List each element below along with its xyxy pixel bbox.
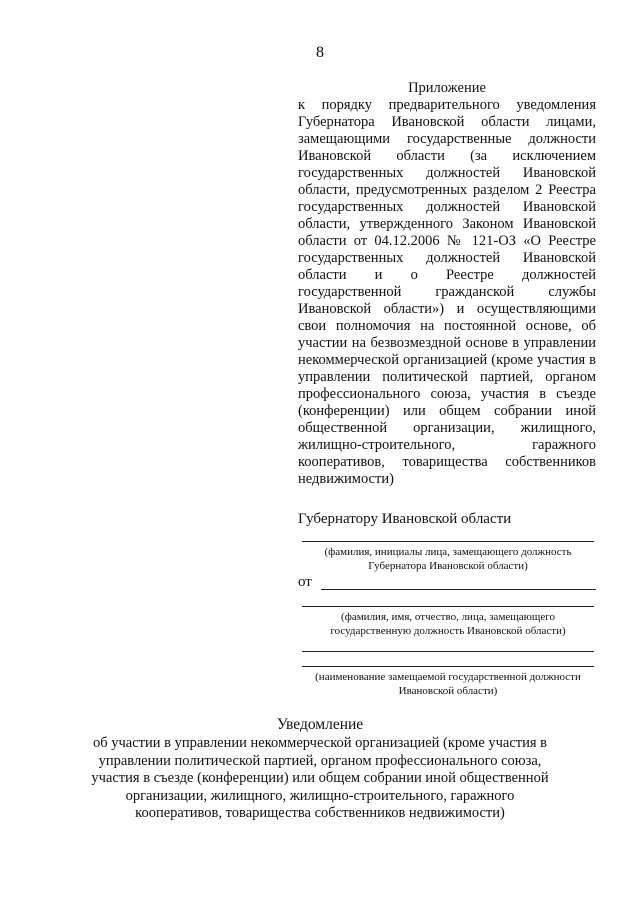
person-name-line xyxy=(302,606,594,607)
position-line-2 xyxy=(302,666,594,667)
from-name-line xyxy=(321,589,596,590)
appendix-text: к порядку предварительного уведомления Губернатора Ивановской области лицами, замещающими государственные должности Ивановской области (за исключением государственных должностей Ивановской области, предусмотренных разделом 2 Реестра государственных должностей Ивановской области, утвержденного Законом Ивановской области от 04.12.2006 № 121-ОЗ «О Реестре государственных должностей Ивановской области и о Реестре должностей государственной гражданской службы Ивановской области») и осуществляющими свои полномочия на постоянной основе, об участии на безвозмездной основе в управлении некоммерческой организацией (кроме участия в управлении политической партией, органом профессионального союза, участия в съезде (конференции) или общем собрании иной общественной организации, жилищного, жилищно-строительного, гаражного кооперативов, товарищества собственников недвижимости) xyxy=(298,97,596,487)
governor-name-line xyxy=(302,541,594,542)
page-number: 8 xyxy=(316,44,324,61)
addressee: Губернатору Ивановской области xyxy=(298,511,512,527)
position-caption: (наименование замещаемой государственной должности Ивановской области) xyxy=(315,671,581,697)
appendix-block xyxy=(298,80,596,488)
governor-name-caption: (фамилия, инициалы лица, замещающего должность Губернатора Ивановской области) xyxy=(324,546,572,572)
from-label: от xyxy=(298,574,312,590)
appendix-title: Приложение xyxy=(408,80,486,96)
notice-body: об участии в управлении некоммерческой организацией (кроме участия в управлении политической партией, органом профессионального союза, участия в съезде (конференции) или общем собрании иной общественной организации, жилищного, жилищно-строительного, гаражного кооперативов, товарищества собственников недвижимости) xyxy=(91,735,549,821)
person-name-caption: (фамилия, имя, отчество, лица, замещающего государственную должность Ивановской области) xyxy=(330,611,566,637)
position-line-1 xyxy=(302,651,594,652)
notice-title: Уведомление xyxy=(276,716,364,733)
